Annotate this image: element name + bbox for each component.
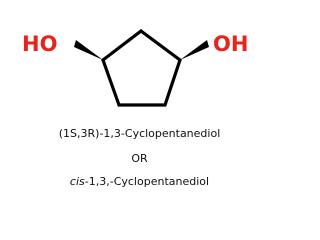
systematic-name-caption: (1S,3R)-1,3-Cyclopentanediol xyxy=(58,127,221,140)
ring-bond-left-upper xyxy=(103,31,141,60)
common-name-caption xyxy=(0,175,279,188)
ring-bond-right-upper xyxy=(141,31,180,60)
hydroxyl-label-left: HO xyxy=(22,32,58,56)
ring-bond-right-lower xyxy=(165,60,180,105)
cis-prefix: cis xyxy=(69,175,85,188)
or-separator: OR xyxy=(131,152,148,165)
common-name-rest: -1,3,-Cyclopentanediol xyxy=(84,175,210,188)
wedge-bond-left xyxy=(74,40,103,60)
wedge-bond-right xyxy=(180,40,209,60)
cyclopentane-ring xyxy=(103,31,180,105)
ring-bond-left-lower xyxy=(103,60,119,105)
hydroxyl-label-right: OH xyxy=(213,32,249,56)
